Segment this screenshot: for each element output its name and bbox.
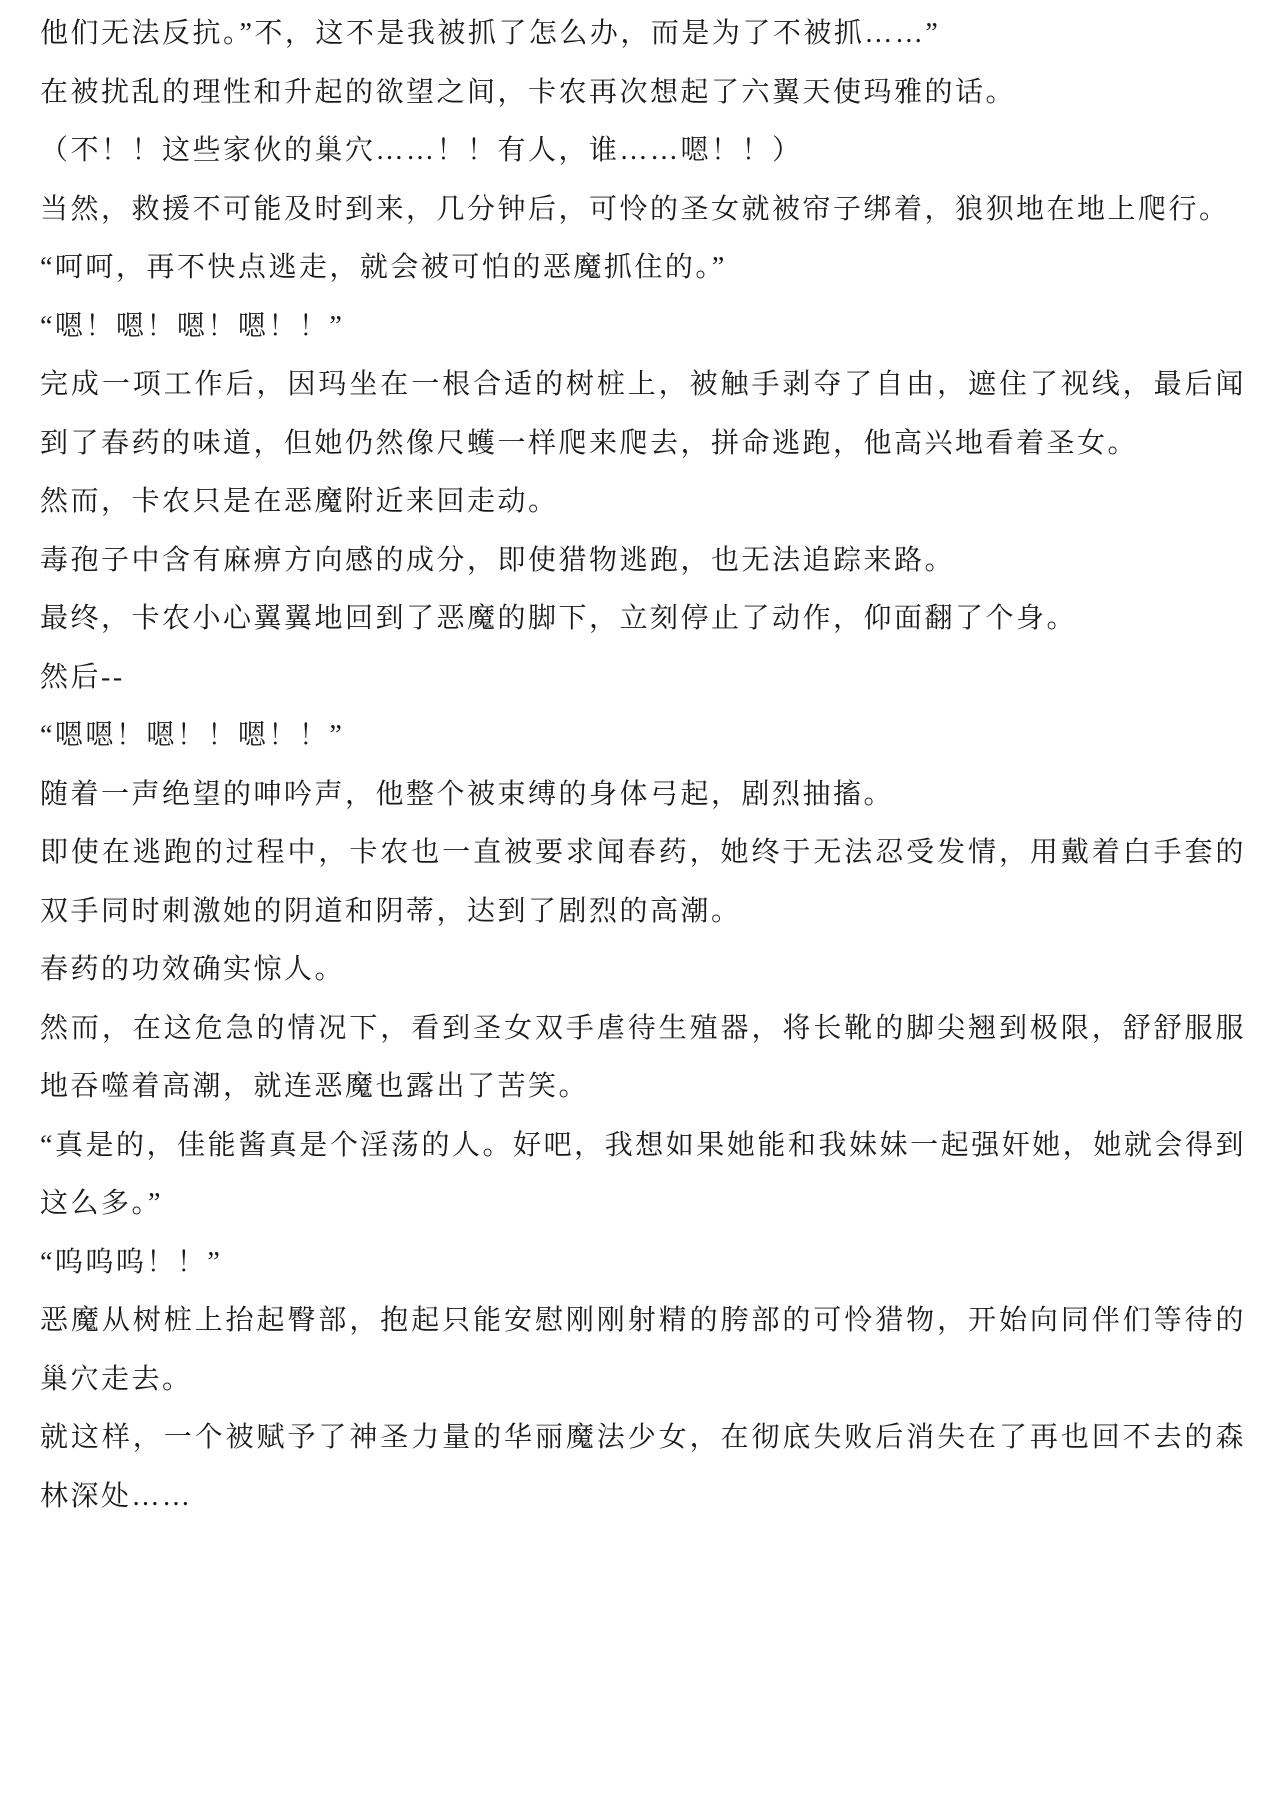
paragraph: 就这样，一个被赋予了神圣力量的华丽魔法少女，在彻底失败后消失在了再也回不去的森林深处…… (40, 1422, 1246, 1512)
paragraph: “嗯嗯！嗯！！嗯！！” (40, 720, 345, 751)
paragraph: 当然，救援不可能及时到来，几分钟后，可怜的圣女就被帘子绑着，狼狈地在地上爬行。 (40, 193, 1230, 225)
paragraph: 然而，在这危急的情况下，看到圣女双手虐待生殖器，将长靴的脚尖翘到极限，舒舒服服地吞噬着高潮，就连恶魔也露出了苦笑。 (40, 1012, 1246, 1102)
paragraph: 然而，卡农只是在恶魔附近来回走动。 (40, 486, 559, 517)
paragraph: 完成一项工作后，因玛坐在一根合适的树桩上，被触手剥夺了自由，遮住了视线，最后闻到了春药的味道，但她仍然像尺蠖一样爬来爬去，拼命逃跑，他高兴地看着圣女。 (40, 369, 1246, 459)
paragraph: “呵呵，再不快点逃走，就会被可怕的恶魔抓住的。” (40, 252, 727, 283)
paragraph: 他们无法反抗。”不，这不是我被抓了怎么办，而是为了不被抓……” (40, 18, 941, 49)
paragraph: （不！！这些家伙的巢穴……！！有人，谁……嗯！！） (40, 135, 803, 166)
paragraph: 最终，卡农小心翼翼地回到了恶魔的脚下，立刻停止了动作，仰面翻了个身。 (40, 603, 1078, 634)
paragraph: 恶魔从树桩上抬起臀部，抱起只能安慰刚刚射精的胯部的可怜猎物，开始向同伴们等待的巢穴走去。 (40, 1305, 1246, 1395)
paragraph: 毒孢子中含有麻痹方向感的成分，即使猎物逃跑，也无法追踪来路。 (40, 544, 956, 576)
paragraph: 在被扰乱的理性和升起的欲望之间，卡农再次想起了六翼天使玛雅的话。 (40, 76, 1017, 108)
paragraph: 然后-- (40, 661, 125, 693)
paragraph: 即使在逃跑的过程中，卡农也一直被要求闻春药，她终于无法忍受发情，用戴着白手套的双手同时刺激她的阴道和阴蒂，达到了剧烈的高潮。 (40, 837, 1246, 927)
paragraph: 随着一声绝望的呻吟声，他整个被束缚的身体弓起，剧烈抽搐。 (40, 778, 895, 810)
paragraph: 春药的功效确实惊人。 (40, 954, 346, 985)
paragraph: “嗯！嗯！嗯！嗯！！” (40, 310, 345, 342)
paragraph: “真是的，佳能酱真是个淫荡的人。好吧，我想如果她能和我妹妹一起强奸她，她就会得到这么多。” (40, 1129, 1246, 1219)
paragraph: “呜呜呜！！” (40, 1246, 223, 1278)
